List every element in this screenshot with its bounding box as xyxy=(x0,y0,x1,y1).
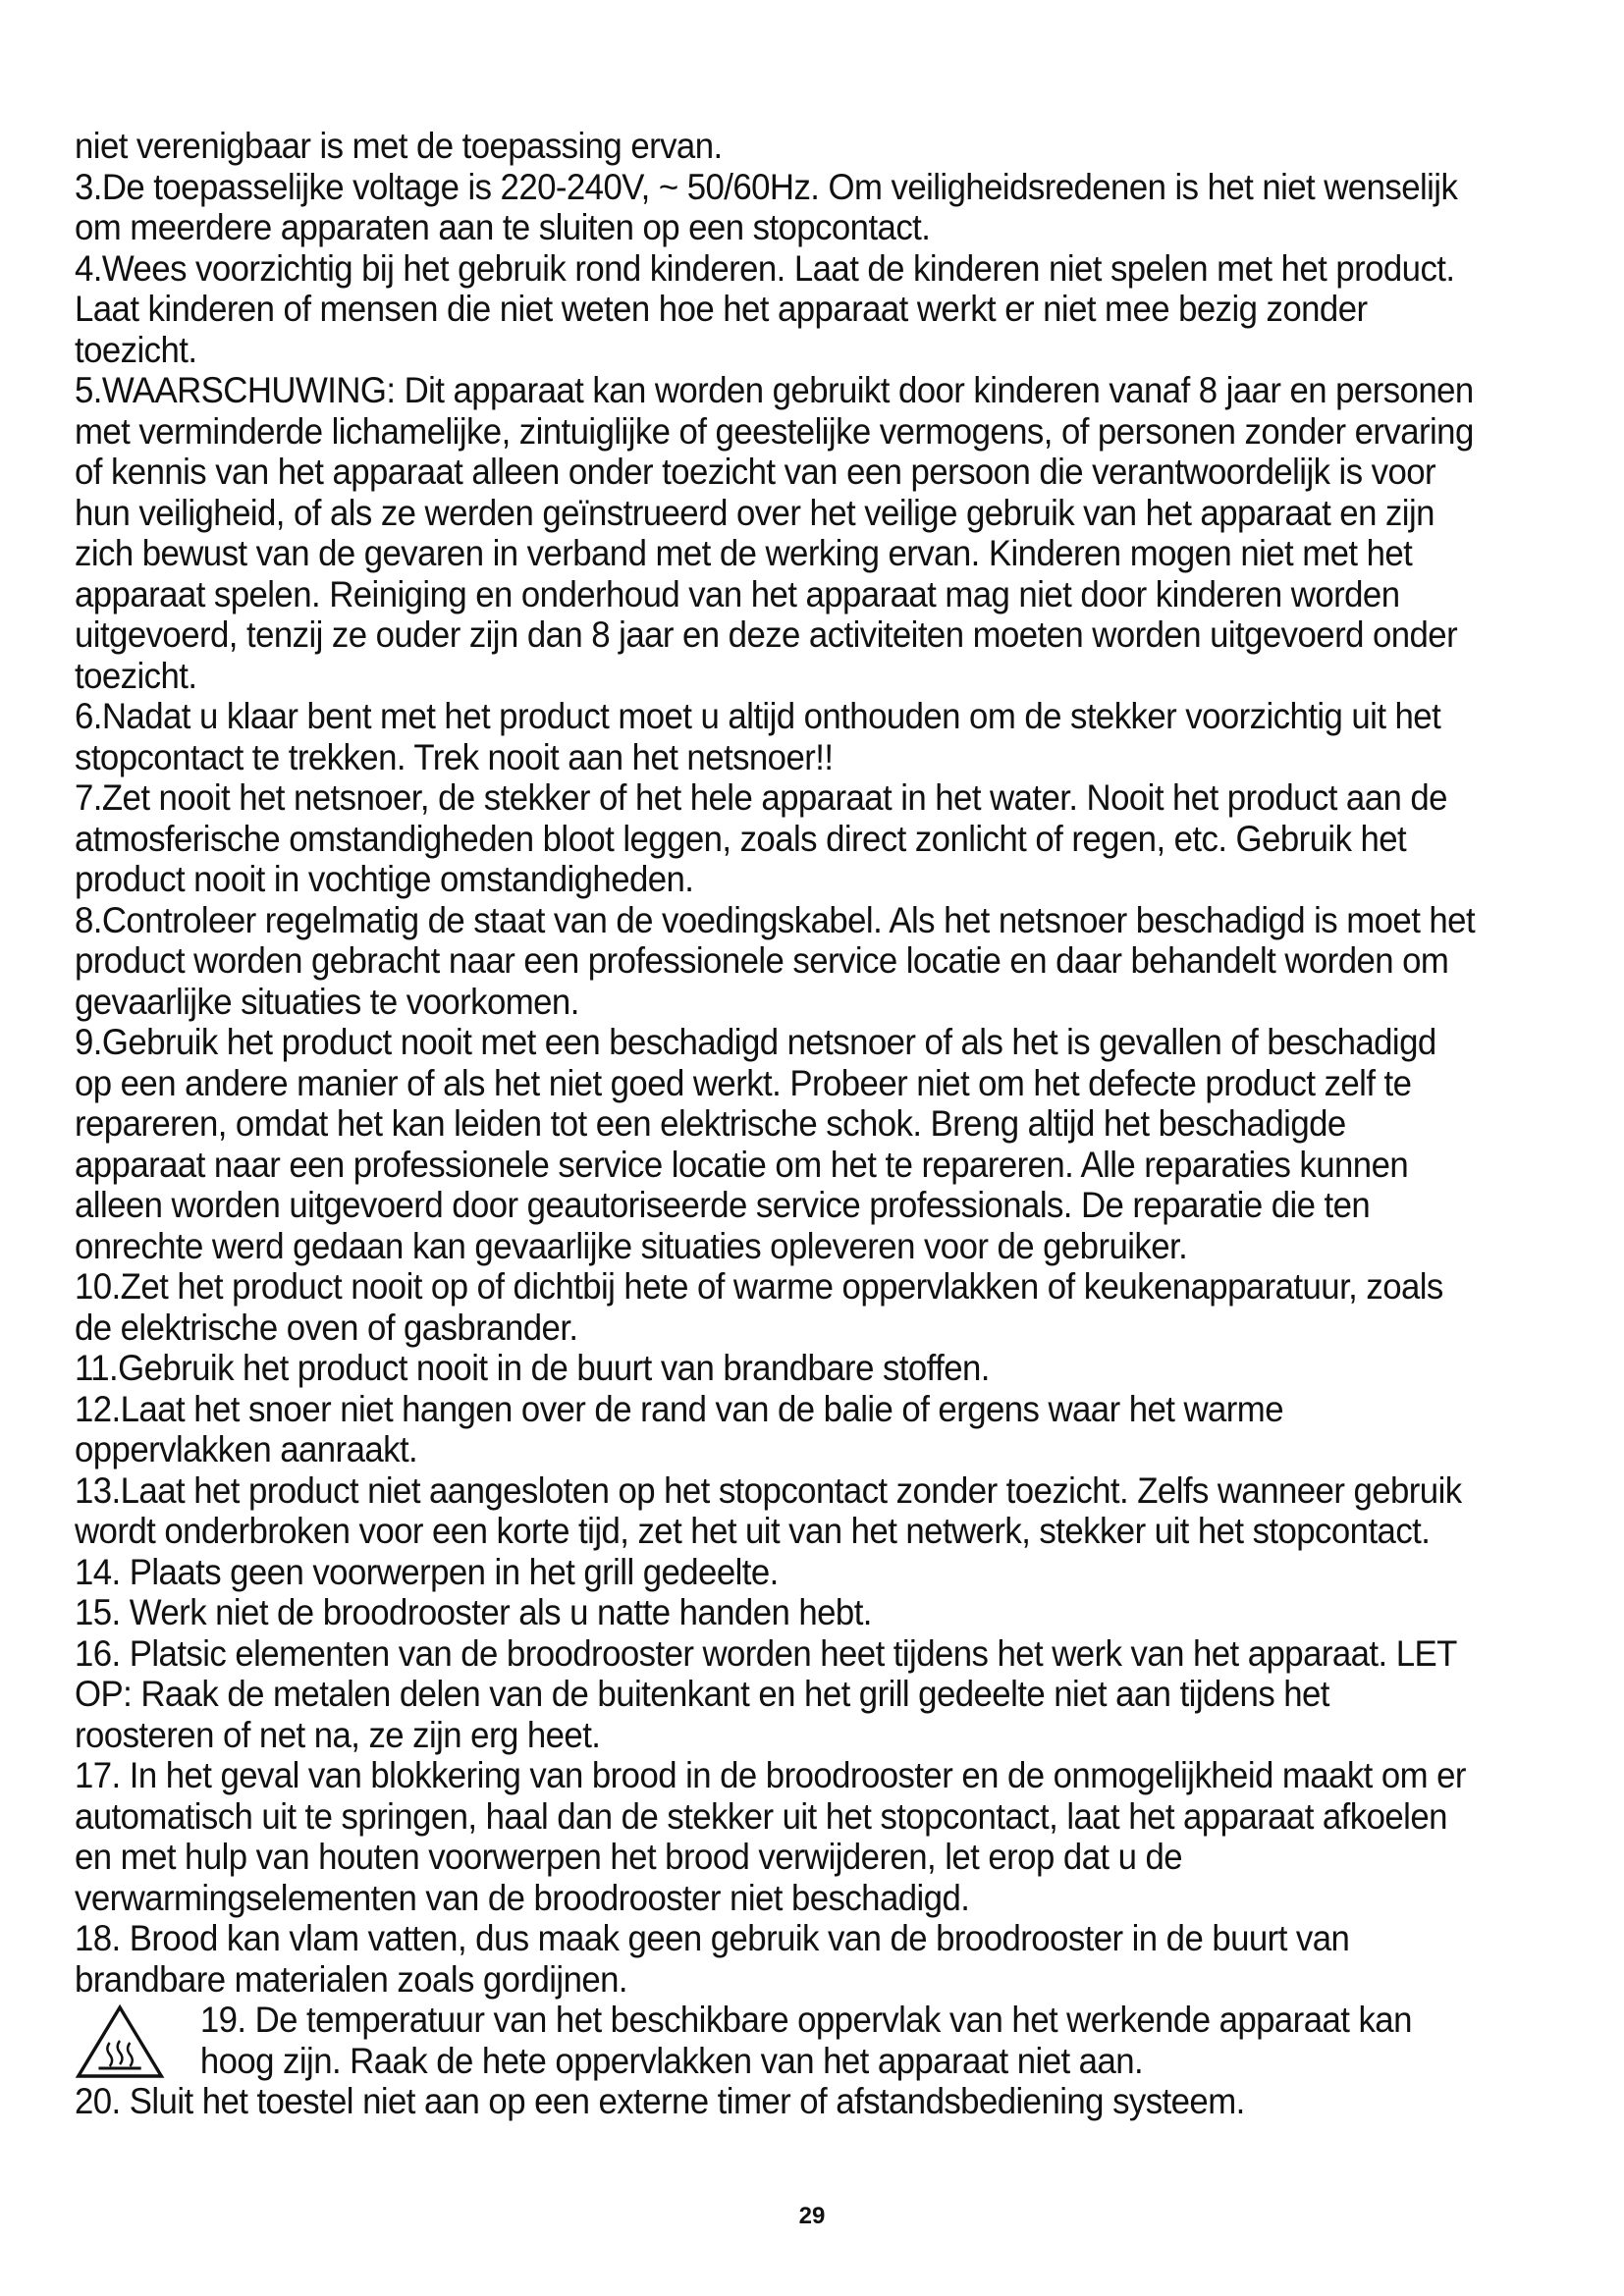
paragraph-item-16: 16. Platsic elementen van de broodrooster worden heet tijdens het werk van het apparaat. LET OP: Raak de metalen delen van de buitenkant en het grill gedeelte niet aan tijdens het roosteren of net na, ze zijn erg heet. xyxy=(75,1632,1457,1755)
paragraph-item-13: 13.Laat het product niet aangesloten op het stopcontact zonder toezicht. Zelfs wanneer gebruik wordt onderbroken voor een korte tijd, zet het uit van het netwerk, stekker uit het stopcontact. xyxy=(75,1469,1462,1551)
paragraph-item-5: 5.WAARSCHUWING: Dit apparaat kan worden gebruikt door kinderen vanaf 8 jaar en personen met verminderde lichamelijke, zintuiglijke of geestelijke vermogens, of personen zonder ervaring of kennis van het apparaat alleen onder toezicht van een persoon die verantwoordelijk is voor hun veiligheid, of als ze werden geïnstrueerd over het veilige gebruik van het apparaat en zijn zich bewust van de gevaren in verband met de werking ervan. Kinderen mogen niet met het apparaat spelen. Reiniging en onderhoud van het apparaat mag niet door kinderen worden uitgevoerd, tenzij ze ouder zijn dan 8 jaar en deze activiteiten moeten worden uitgevoerd onder toezicht. xyxy=(75,370,1474,696)
paragraph-item-7: 7.Zet nooit het netsnoer, de stekker of het hele apparaat in het water. Nooit het product aan de atmosferische omstandigheden bloot leggen, zoals direct zonlicht of regen, etc. Gebruik het product nooit in vochtige omstandigheden. xyxy=(75,777,1447,899)
manual-page-body xyxy=(75,126,1478,2122)
paragraph-item-15: 15. Werk niet de broodrooster als u natte handen hebt. xyxy=(75,1592,872,1632)
warning-item-19 xyxy=(75,2000,1478,2081)
paragraph-item-12: 12.Laat het snoer niet hangen over de rand van de balie of ergens waar het warme oppervlakken aanraakt. xyxy=(75,1388,1284,1469)
paragraph-item-18: 18. Brood kan vlam vatten, dus maak geen gebruik van de broodrooster in de buurt van brandbare materialen zoals gordijnen. xyxy=(75,1918,1350,2000)
paragraph-item-14: 14. Plaats geen voorwerpen in het grill gedeelte. xyxy=(75,1551,779,1592)
paragraph-item-4: 4.Wees voorzichtig bij het gebruik rond kinderen. Laat de kinderen niet spelen met het product. Laat kinderen of mensen die niet weten hoe het apparaat werkt er niet mee bezig zonder toezicht. xyxy=(75,247,1455,370)
hot-surface-warning-icon xyxy=(75,2003,165,2080)
paragraph-item-20: 20. Sluit het toestel niet aan op een externe timer of afstandsbediening systeem. xyxy=(75,2081,1245,2121)
paragraph-item-8: 8.Controleer regelmatig de staat van de voedingskabel. Als het netsnoer beschadigd is moet het product worden gebracht naar een professionele service locatie en daar behandelt worden om gevaarlijke situaties te voorkomen. xyxy=(75,899,1476,1022)
warning-item-19-text: 19. De temperatuur van het beschikbare oppervlak van het werkende apparaat kan hoog zijn. Raak de hete oppervlakken van het apparaat niet aan. xyxy=(199,2000,1412,2081)
paragraph-item-9: 9.Gebruik het product nooit met een beschadigd netsnoer of als het is gevallen of beschadigd op een andere manier of als het niet goed werkt. Probeer niet om het defecte product zelf te repareren, omdat het kan leiden tot een elektrische schok. Breng altijd het beschadigde apparaat naar een professionele service locatie om het te repareren. Alle reparaties kunnen alleen worden uitgevoerd door geautoriseerde service professionals. De reparatie die ten onrechte werd gedaan kan gevaarlijke situaties opleveren voor de gebruiker. xyxy=(75,1022,1436,1266)
paragraph-item-10: 10.Zet het product nooit op of dichtbij hete of warme oppervlakken of keukenapparatuur, zoals de elektrische oven of gasbrander. xyxy=(75,1266,1443,1348)
paragraph-item-6: 6.Nadat u klaar bent met het product moet u altijd onthouden om de stekker voorzichtig uit het stopcontact te trekken. Trek nooit aan het netsnoer!! xyxy=(75,696,1441,777)
paragraph-continuation: niet verenigbaar is met de toepassing ervan. xyxy=(75,126,723,166)
paragraph-item-17: 17. In het geval van blokkering van brood in de broodrooster en de onmogelijkheid maakt om er automatisch uit te springen, haal dan de stekker uit het stopcontact, laat het apparaat afkoelen en met hulp van houten voorwerpen het brood verwijderen, let erop dat u de verwarmingselementen van de broodrooster niet beschadigd. xyxy=(75,1755,1466,1918)
paragraph-item-3: 3.De toepasselijke voltage is 220-240V, ~ 50/60Hz. Om veiligheidsredenen is het niet wenselijk om meerdere apparaten aan te sluiten op een stopcontact. xyxy=(75,166,1458,247)
paragraph-item-11: 11.Gebruik het product nooit in de buurt van brandbare stoffen. xyxy=(75,1348,990,1388)
page-number: 29 xyxy=(798,2203,826,2229)
